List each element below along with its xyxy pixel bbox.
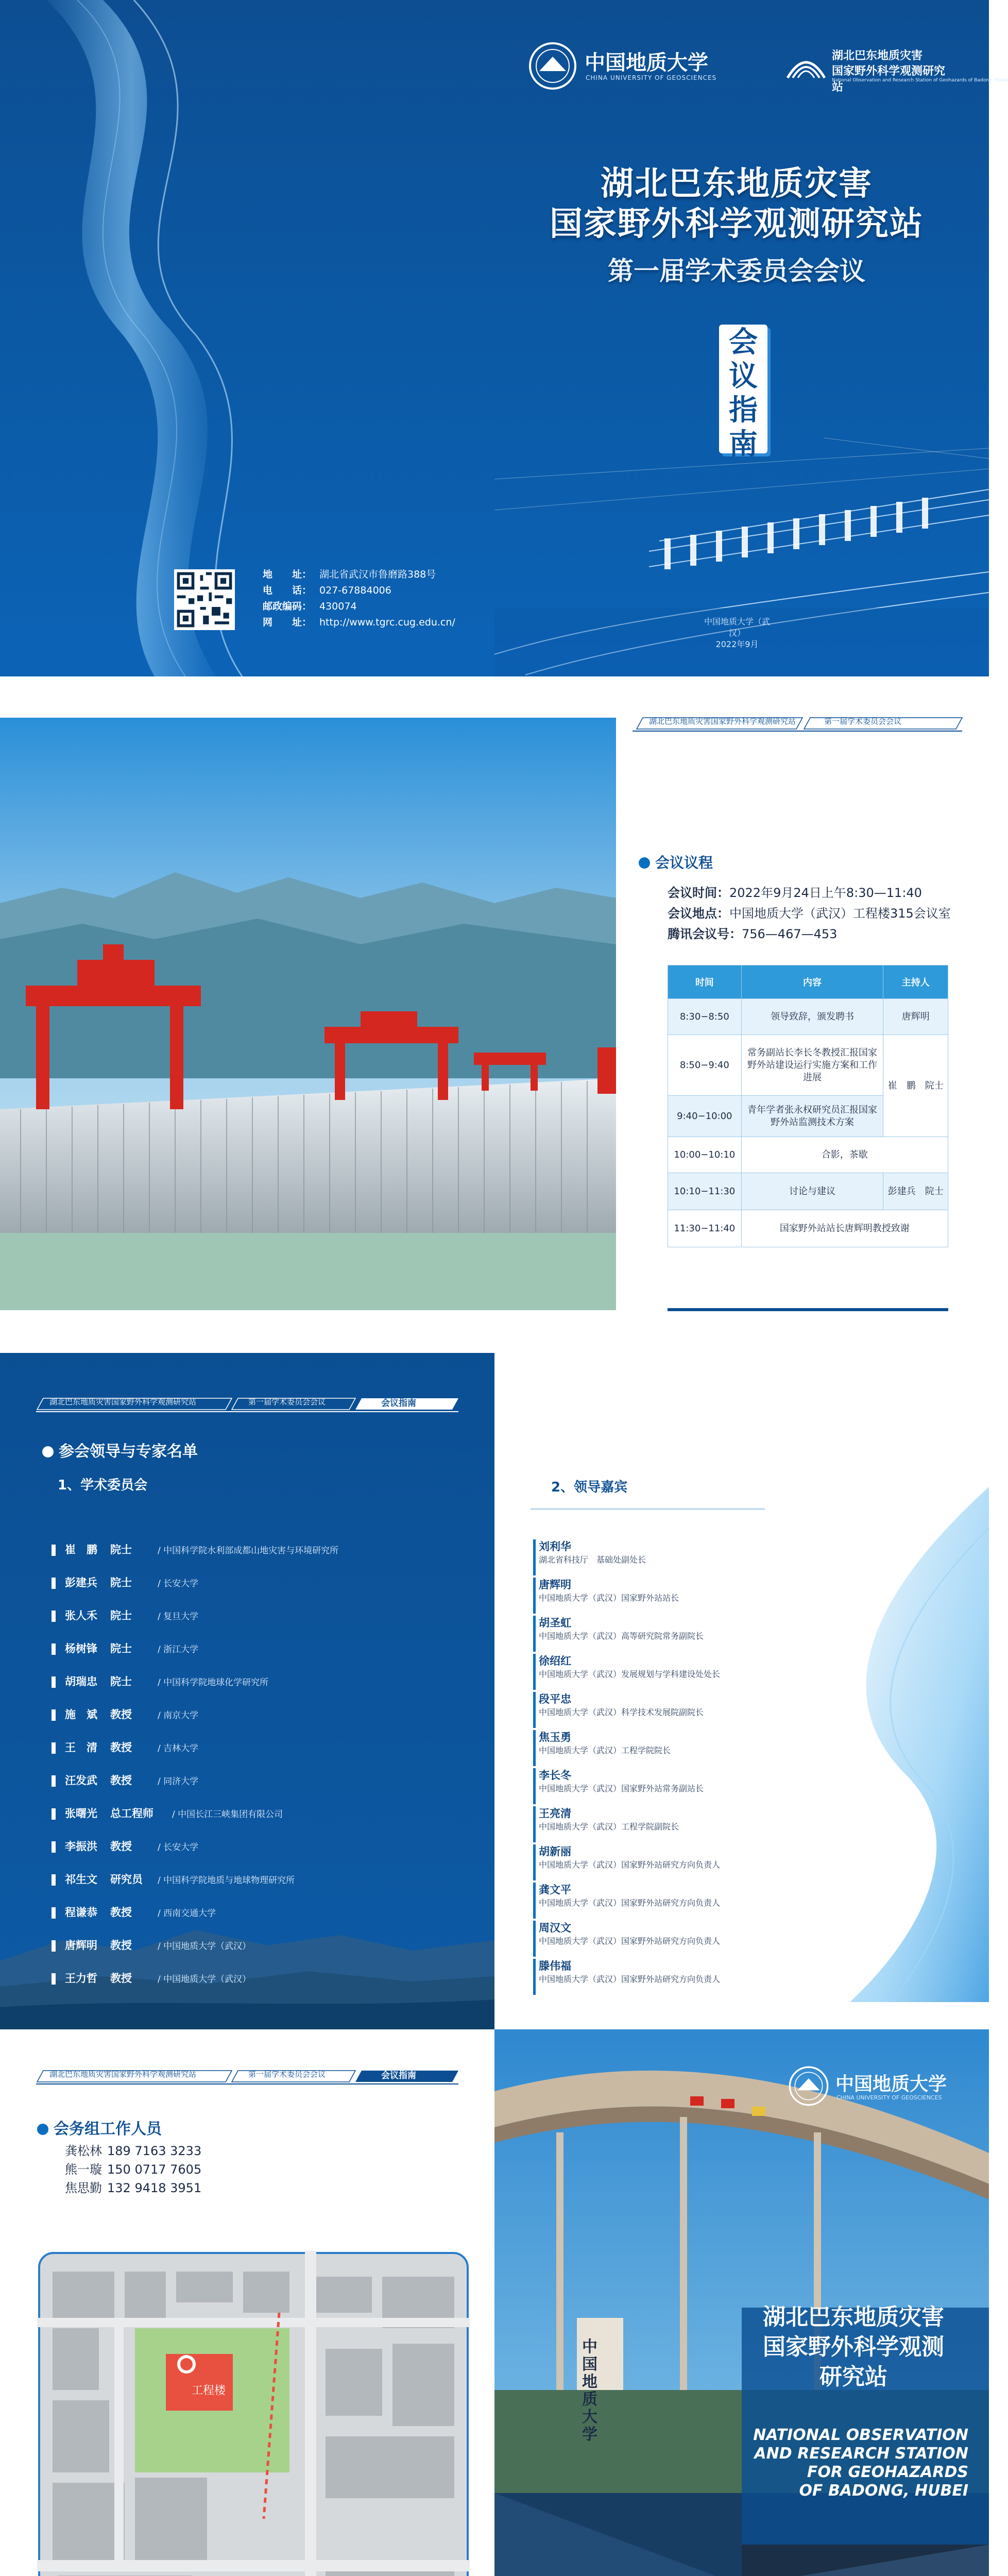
section-bullet-icon xyxy=(639,857,650,869)
guide-char-1: 会 xyxy=(729,326,758,359)
list-item: 王亮清 中国地质大学（武汉）工程学院副院长 xyxy=(533,1806,848,1842)
back-cover-title: 湖北巴东地质灾害 国家野外科学观测 研究站 xyxy=(763,2304,944,2390)
stamp-line2: 2022年9月 xyxy=(715,639,759,649)
cover-subtitle: 第一届学术委员会会议 xyxy=(608,256,865,286)
list-item: 胡圣虹 中国地质大学（武汉）高等研究院常务副院长 xyxy=(533,1616,848,1652)
agenda-th-content: 内容 xyxy=(741,965,883,999)
list-item: 滕伟福 中国地质大学（武汉）国家野外站研究方向负责人 xyxy=(533,1959,848,1995)
header2-part1: 湖北巴东地质灾害国家野外科学观测研究站 xyxy=(49,1397,197,1406)
contact-info xyxy=(263,567,531,631)
list-item: 唐辉明 中国地质大学（武汉）国家野外站站长 xyxy=(533,1578,848,1614)
cug-logo-en: CHINA UNIVERSITY OF GEOSCIENCES xyxy=(586,74,717,81)
guide-char-2: 议 xyxy=(729,360,758,393)
list-item: 张曙光 总工程师 / 中国长江三峡集团有限公司 xyxy=(52,1803,412,1824)
list-item: 唐辉明 教授 / 中国地质大学（武汉） xyxy=(52,1935,412,1956)
back-cover-logo xyxy=(788,2065,963,2112)
list-item: 张人禾 院士 / 复旦大学 xyxy=(52,1605,412,1626)
committee-title: 1、学术委员会 xyxy=(58,1478,148,1493)
station-logo xyxy=(785,44,1008,94)
agenda-page xyxy=(0,676,989,1353)
cover-title-line2: 国家野外科学观测研究站 xyxy=(550,205,924,243)
table-row: 11:30−11:40 国家野外站站长唐辉明教授致谢 xyxy=(668,1210,948,1247)
table-row: 8:50−9:40 常务副站长李长冬教授汇报国家野外站建设运行实施方案和工作进展 崔 鹏 院士 xyxy=(668,1035,948,1096)
location-pin-icon xyxy=(180,2358,193,2370)
station-logo-line1: 湖北巴东地质灾害 xyxy=(832,49,923,62)
station-logo-line2: 国家野外科学观测研究站 xyxy=(832,65,946,94)
cover-page xyxy=(0,0,1008,676)
staff-section-title: 会务组工作人员 xyxy=(37,2116,162,2139)
participants-page xyxy=(0,1353,989,2029)
back-cover-en-title: NATIONAL OBSERVATION AND RESEARCH STATION FOR GEOHAZARDS OF BADONG, HUBEI xyxy=(753,2426,968,2500)
back-logo-cn: 中国地质大学 xyxy=(835,2073,947,2095)
list-item: 刘利华 湖北省科技厅 基础处副处长 xyxy=(533,1539,848,1575)
list-item: 汪发武 教授 / 同济大学 xyxy=(52,1770,412,1791)
contact-address: 地 址： 湖北省武汉市鲁磨路388号 xyxy=(263,569,436,580)
agenda-section-title: 会议议程 xyxy=(639,852,713,872)
members-section-title: 参会领导与专家名单 xyxy=(42,1438,198,1461)
station-logo-en: National Observation and Research Station of Geohazards of Badong, Hubei xyxy=(832,78,1008,83)
dam-photo xyxy=(0,718,616,1310)
list-item: 龚文平 中国地质大学（武汉）国家野外站研究方向负责人 xyxy=(533,1883,848,1919)
list-item: 李振洪 教授 / 长安大学 xyxy=(52,1836,412,1857)
campus-map xyxy=(37,2251,470,2576)
guide-char-3: 指 xyxy=(729,394,758,427)
table-row: 9:40−10:00 青年学者张永权研究员汇报国家野外站监测技术方案 xyxy=(668,1096,948,1137)
table-row: 10:10−11:30 讨论与建议 彭建兵 院士 xyxy=(668,1173,948,1210)
list-item: 段平忠 中国地质大学（武汉）科学技术发展院副院长 xyxy=(533,1692,848,1728)
list-item: 程谦恭 教授 / 西南交通大学 xyxy=(52,1902,412,1923)
section-bullet-icon xyxy=(37,2124,48,2135)
list-item: 王力哲 教授 / 中国地质大学（武汉） xyxy=(52,1968,412,1989)
guide-char-4: 南 xyxy=(729,428,758,461)
header2-part3: 会议指南 xyxy=(381,1398,416,1409)
header3-part1: 湖北巴东地质灾害国家野外科学观测研究站 xyxy=(49,2070,197,2079)
header3-part3: 会议指南 xyxy=(381,2071,416,2081)
agenda-tencent: 腾讯会议号：756—467—453 xyxy=(668,927,838,941)
staff-list xyxy=(65,2142,201,2197)
agenda-bottom-rule xyxy=(668,1308,948,1311)
cover-title xyxy=(510,164,963,244)
agenda-place: 会议地点：中国地质大学（武汉）工程楼315会议室 xyxy=(668,906,951,921)
stamp-line1: 中国地质大学（武汉） xyxy=(704,617,770,638)
qr-code-icon xyxy=(174,569,235,630)
contact-website: 网 址： http://www.tgrc.cug.edu.cn/ xyxy=(263,617,455,628)
list-item: 施 斌 教授 / 南京大学 xyxy=(52,1704,412,1725)
map-building-label: 工程楼 xyxy=(192,2384,226,2397)
qr-code[interactable] xyxy=(174,569,235,630)
list-item: 熊一璇 150 0717 7605 xyxy=(65,2162,202,2177)
back-logo-en: CHINA UNIVERSITY OF GEOSCIENCES xyxy=(836,2094,942,2101)
header-strip-part1: 湖北巴东地质灾害国家野外科学观测研究站 xyxy=(649,717,796,726)
station-emblem-icon xyxy=(785,47,827,83)
gate-inscription: 中国地质大学 xyxy=(582,2338,597,2444)
contact-zip: 邮政编码： 430074 xyxy=(263,601,357,612)
header2-part2: 第一届学术委员会会议 xyxy=(248,1397,326,1406)
list-item: 彭建兵 院士 / 长安大学 xyxy=(52,1572,412,1593)
cover-stamp xyxy=(698,616,776,650)
list-item: 王 清 教授 / 吉林大学 xyxy=(52,1737,412,1758)
header-strip-part2: 第一届学术委员会会议 xyxy=(824,717,902,726)
list-item: 徐绍红 中国地质大学（武汉）发展规划与学科建设处处长 xyxy=(533,1654,848,1690)
list-item: 胡瑞忠 院士 / 中国科学院地球化学研究所 xyxy=(52,1671,412,1692)
table-row: 8:30−8:50 领导致辞，颁发聘书 唐辉明 xyxy=(668,999,948,1035)
list-item: 龚松林 189 7163 3233 xyxy=(65,2144,202,2158)
section-bullet-icon xyxy=(42,1446,54,1458)
list-item: 崔 鹏 院士 / 中国科学院水利部成都山地灾害与环境研究所 xyxy=(52,1539,412,1560)
staff-page xyxy=(0,2029,989,2576)
list-item: 杨树锋 院士 / 浙江大学 xyxy=(52,1638,412,1659)
table-row: 10:00−10:10 合影，茶歇 xyxy=(668,1137,948,1173)
cug-emblem-icon xyxy=(528,41,577,91)
header3-part2: 第一届学术委员会会议 xyxy=(248,2070,326,2079)
contact-phone: 电 话： 027-67884006 xyxy=(263,585,391,596)
list-item: 李长冬 中国地质大学（武汉）国家野外站常务副站长 xyxy=(533,1768,848,1804)
list-item: 祁生文 研究员 / 中国科学院地质与地球物理研究所 xyxy=(52,1869,412,1890)
list-item: 焦玉勇 中国地质大学（武汉）工程学院院长 xyxy=(533,1730,848,1766)
cug-emblem-icon xyxy=(788,2065,829,2107)
cug-logo xyxy=(528,41,724,91)
list-item: 胡新丽 中国地质大学（武汉）国家野外站研究方向负责人 xyxy=(533,1844,848,1880)
list-item: 周汉文 中国地质大学（武汉）国家野外站研究方向负责人 xyxy=(533,1921,848,1957)
agenda-meta xyxy=(668,883,977,944)
list-item: 焦思勤 132 9418 3951 xyxy=(65,2181,202,2195)
agenda-time: 会议时间：2022年9月24日上午8:30—11:40 xyxy=(668,886,922,900)
agenda-th-time: 时间 xyxy=(668,965,742,999)
cug-logo-cn: 中国地质大学 xyxy=(585,50,708,75)
agenda-table xyxy=(668,965,948,1247)
guests-rule xyxy=(531,1509,765,1510)
cover-title-line1: 湖北巴东地质灾害 xyxy=(601,165,873,203)
guide-badge xyxy=(719,325,767,461)
agenda-th-host: 主持人 xyxy=(883,965,948,999)
guests-title: 2、领导嘉宾 xyxy=(551,1480,628,1495)
